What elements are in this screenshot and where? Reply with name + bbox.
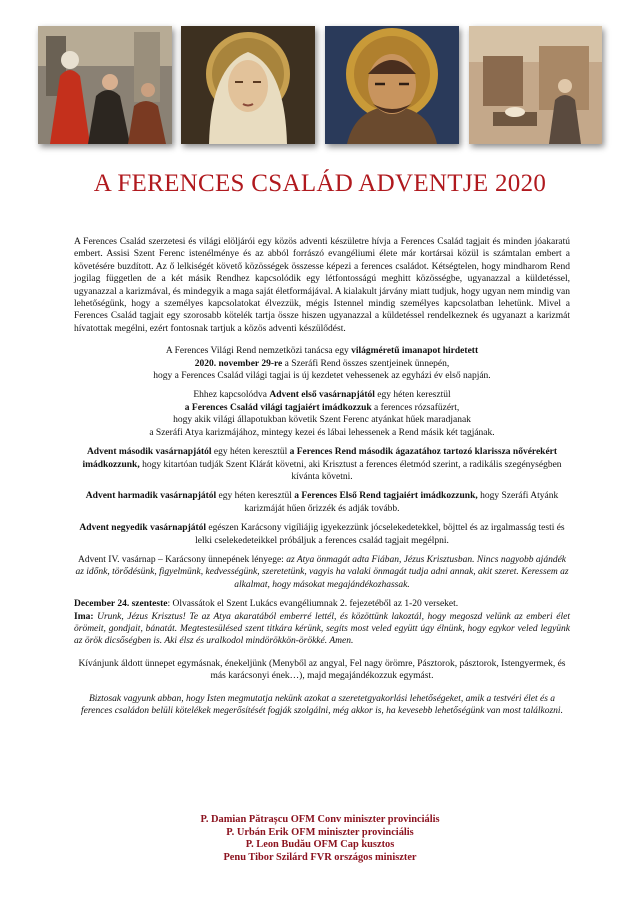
signature-line: Penu Tibor Szilárd FVR országos miniszter: [223, 851, 417, 863]
christmas-eve-paragraph: December 24. szenteste: Olvassátok el Szent Lukács evangéliumnak 2. fejezetéből az 1-20 verseket. Ima: Urunk, Jézus Krisztus! Te az Atya akaratából emberré lettél, és közöttünk lakoztál, hogy megoszd velünk az emberi élet örömeit, gondjait, bánatát. Megtestesülésed szent titkára kérünk, segíts most veled együtt úgy élnünk, hogy egykor veled legyünk az örök dicsőségben is. Aki élsz és uralkodol mindörökkön-örökké. Amen.: [74, 599, 570, 647]
advent-week3-paragraph: Advent harmadik vasárnapjától egy héten keresztül a Ferences Első Rend tagjaiért imádkozzunk, hogy Szeráfi Atyánk karizmáját hűen őrizzék és adják tovább.: [85, 491, 559, 514]
fresco-nativity-scene: [469, 26, 602, 144]
advent-week2-paragraph: Advent második vasárnapjától egy héten keresztül a Ferences Rend második ágazatához tartozó klarissza nővérekért imádkozzunk, hogy kitartóan tudják Szent Klárát követni, aki Krisztust a ferences életmód szerint, a radikális szegénységben kívánta követni.: [82, 447, 562, 482]
wish-paragraph: Kívánjunk áldott ünnepet egymásnak, énekeljünk (Menyből az angyal, Fel nagy örömre, Pásztorok, pásztorok, Istengyermek, és más karácsonyi ének…), majd megajándékozzuk egymást.: [78, 658, 566, 682]
signature-line: P. Urbán Erik OFM miniszter provinciális: [226, 826, 414, 838]
signature-line: P. Leon Budău OFM Cap kusztos: [245, 839, 395, 851]
advent-week1-paragraph: Ehhez kapcsolódva Advent első vasárnapjától egy héten keresztül a Ferences Család világi tagjaiért imádkozzuk a ferences rózsafüzért, hogy akik világi állapotukban követik Szent Ferenc atyánkat hűek maradjanak a Szeráfi Atya karizmájához, mintegy kezei és lábai lehessenek a Rend másik két tagjának.: [149, 390, 495, 438]
signatures: [0, 814, 640, 864]
prayer-day-paragraph: A Ferences Világi Rend nemzetközi tanácsa egy világméretű imanapot hirdetett 2020. november 29-re a Szeráfi Rend összes szentjeinek ünnepén, hogy a Ferences Család világi tagjai is új kezdetet vehessenek az egyházi év első napján.: [153, 346, 491, 382]
advent-week4-paragraph: Advent negyedik vasárnapjától egészen Karácsony vigíliájig igyekezzünk jócselekedetekkel, böjttel és az irgalmasság testi és lelki cselekedeteikkel próbáljuk a ferences család tagjait megélpni.: [79, 523, 565, 546]
signature-line: P. Damian Pătrașcu OFM Conv miniszter provinciális: [200, 814, 440, 825]
intro-paragraph: A Ferences Család szerzetesi és világi elöljárói egy közös adventi készületre hívja a Ferences Család tagjait és minden jóakaratú embert. Assisi Szent Ferenc istenélménye és az abból forrászó evangéliumi élete már kortársai közül is számtalan embert a követésére buzdított. Az ő lelkiségét követő közösségek összesse képezi a ferences családot. Kétségtelen, hogy mindharom Rend jogilag független de a két másik Rendhez kapcsolódik egy létfontosságú meghitt közösségbe, ugyanazzal a küldetéssel, ugyanazzal a karizmával, és mindegyik a maga saját életformájával. A kialakult járvány miatt tudjuk, hogy ugyan nem mindig van lehetőségünk, hogy a személyes kapcsolatokat élvezzük, mégis Istennel mindig személyes kapcsolatban lehetünk. Mivel a Ferences Család tagjait egy szorosabb kötelék tartja össze hiszen ugyanazzal a küldetéssel rendelkeznek és ugyanazt a karizmát hívatottak megélni, ezért fontosnak tartjuk a közös adventi készülődést.: [74, 237, 570, 334]
page-title: A FERENCES CSALÁD ADVENTJE 2020: [93, 170, 547, 197]
advent-sunday4-paragraph: Advent IV. vasárnap – Karácsony ünnepének lényege: az Atya önmagát adta Fiában, Jézus Krisztusban. Nincs nagyobb ajándék az időnk, törődésünk, figyelmünk, kedvességünk, szeretetünk, vagyis ha valaki önmagát tudja adni annak, akit szeret. Keressem az alkalmat, hogy másokat megajándékozhassak.: [75, 554, 569, 590]
painting-saint-clare-scene: [38, 26, 172, 144]
document-body: [74, 236, 570, 724]
portrait-saint-francis: [325, 26, 459, 144]
header-images: [38, 26, 602, 144]
portrait-saint-clare: [181, 26, 315, 144]
closing-paragraph: Biztosak vagyunk abban, hogy Isten megmutatja nekünk azokat a szeretetgyakorlási lehetőségeket, amik a testvéri élet és a ferences családon belüli kötelékek megerősítését fogják szolgálni, még akkor is, ha kevesebb lehetőségünk van most találkozni.: [81, 693, 563, 716]
